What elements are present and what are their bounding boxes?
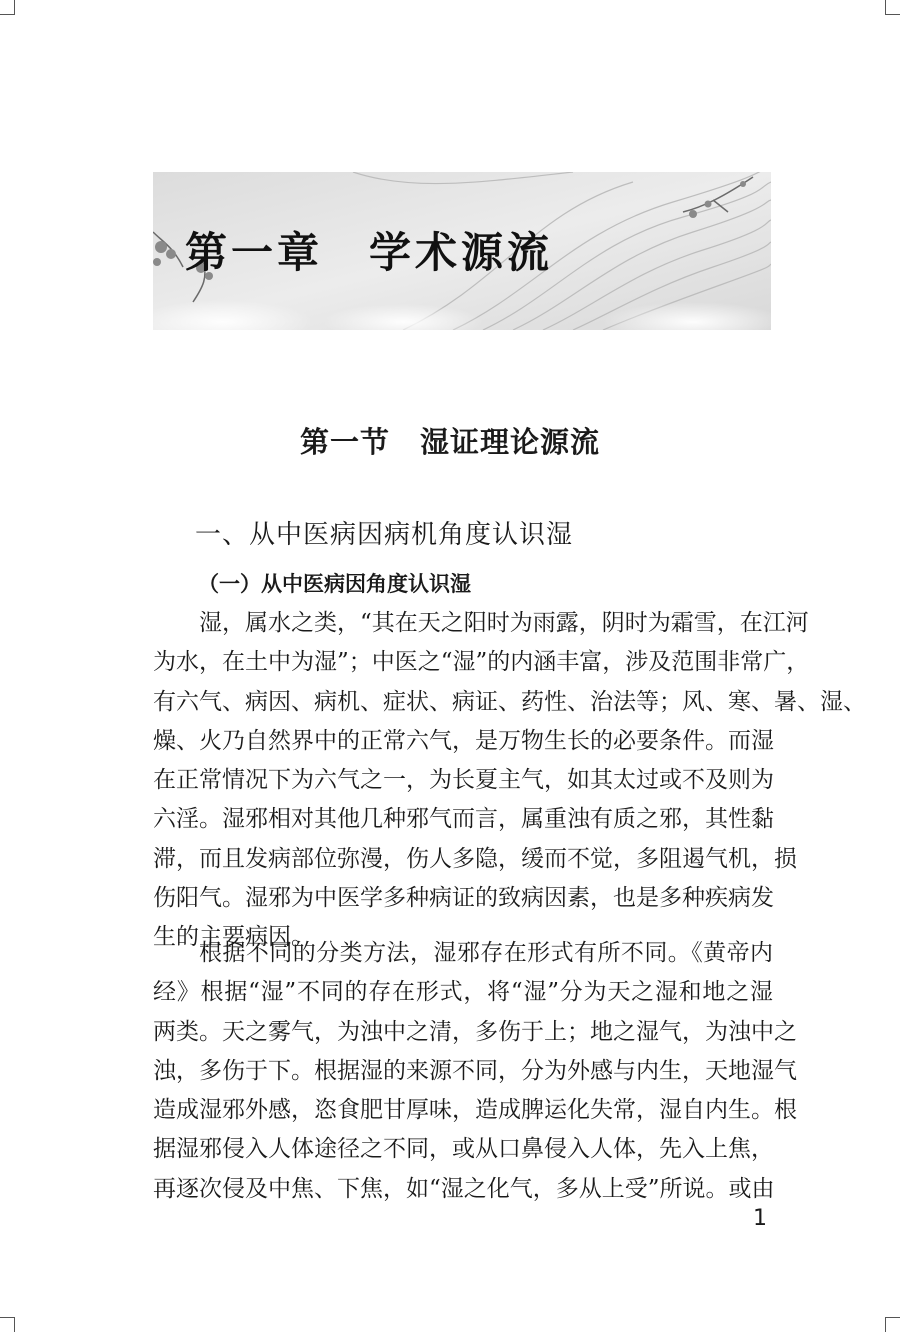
paragraph-2 <box>153 934 797 1209</box>
text-line: 燥、火乃自然界中的正常六气，是万物生长的必要条件。而湿 <box>153 727 774 754</box>
crop-mark-top-right <box>885 0 900 15</box>
text-line: 生的主要病因。 <box>153 924 314 951</box>
text-line: 滞，而且发病部位弥漫，伤人多隐，缓而不觉，多阻遏气机，损 <box>153 845 797 872</box>
text-line: 伤阳气。湿邪为中医学多种病证的致病因素，也是多种疾病发 <box>153 885 774 912</box>
text-line: 湿，属水之类，“其在天之阳时为雨露，阴时为霜雪，在江河 <box>199 610 809 636</box>
text-line: 两类。天之雾气，为浊中之清，多伤于上；地之湿气，为浊中之 <box>153 1018 797 1045</box>
text-line: 造成湿邪外感，恣食肥甘厚味，造成脾运化失常，湿自内生。根 <box>153 1097 797 1124</box>
text-line: 在正常情况下为六气之一，为长夏主气，如其太过或不及则为 <box>153 767 774 794</box>
text-line: 经》根据“湿”不同的存在形式，将“湿”分为天之湿和地之湿 <box>153 979 773 1006</box>
text-line: 有六气、病因、病机、症状、病证、药性、治法等；风、寒、暑、湿、 <box>153 688 866 715</box>
text-line: 根据不同的分类方法，湿邪存在形式有所不同。《黄帝内 <box>199 940 773 966</box>
text-line: 六淫。湿邪相对其他几种邪气而言，属重浊有质之邪，其性黏 <box>153 806 774 833</box>
heading-level-2: （一）从中医病因角度认识湿 <box>198 572 471 596</box>
crop-mark-bottom-right <box>885 1317 900 1332</box>
page-number: 1 <box>753 1206 767 1231</box>
section-title: 第一节 湿证理论源流 <box>299 425 600 459</box>
text-line: 据湿邪侵入人体途径之不同，或从口鼻侵入人体，先入上焦， <box>153 1136 774 1163</box>
crop-mark-bottom-left <box>0 1317 15 1332</box>
chapter-banner <box>153 172 771 330</box>
text-line: 为水，在土中为湿”；中医之“湿”的内涵丰富，涉及范围非常广， <box>153 649 810 676</box>
text-line: 浊，多伤于下。根据湿的来源不同，分为外感与内生，天地湿气 <box>153 1057 797 1084</box>
crop-mark-top-left <box>0 0 15 15</box>
text-line: 再逐次侵及中焦、下焦，如“湿之化气，多从上受”所说。或由 <box>153 1175 775 1202</box>
paragraph-1 <box>153 604 866 958</box>
heading-level-1: 一、从中医病因病机角度认识湿 <box>195 520 574 550</box>
chapter-title: 第一章 学术源流 <box>185 228 554 277</box>
